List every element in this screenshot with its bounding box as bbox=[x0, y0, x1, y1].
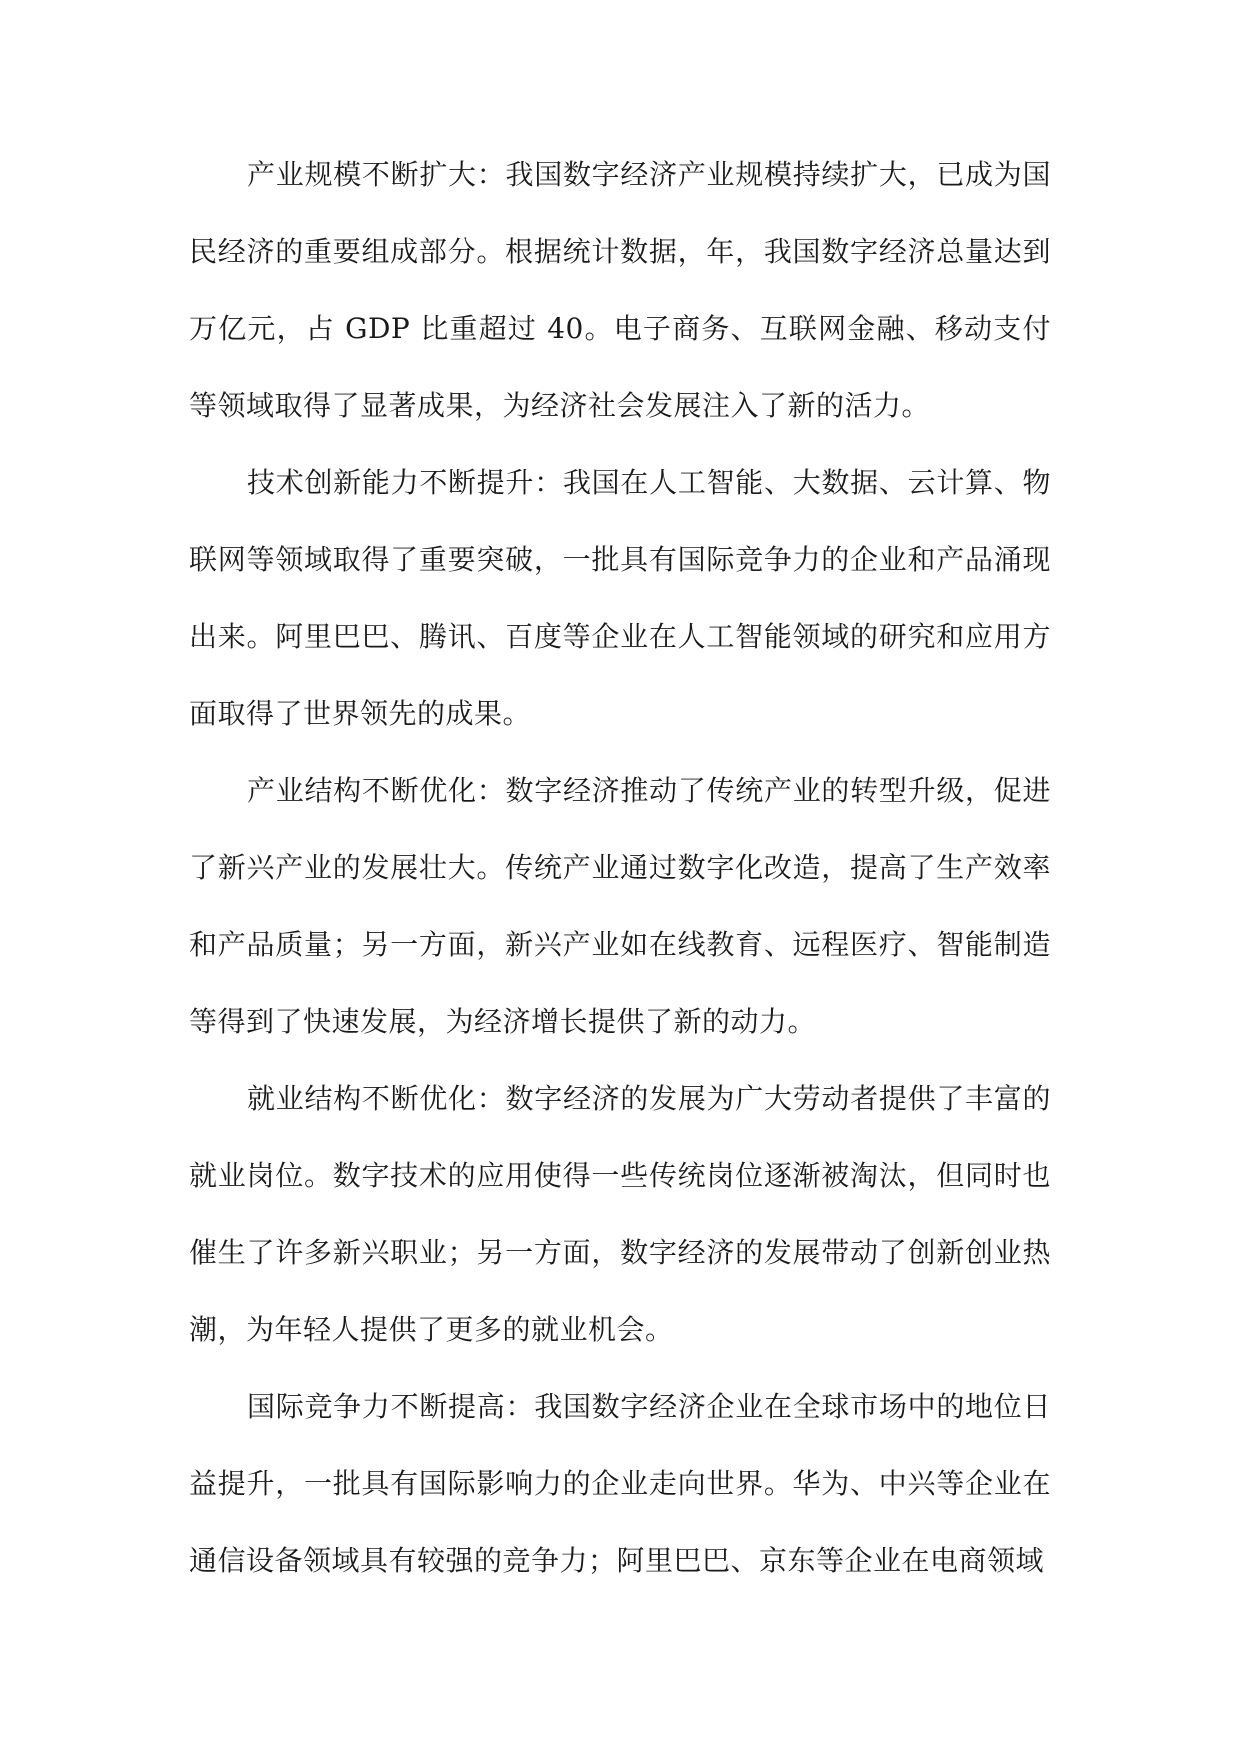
paragraph-industry-structure: 产业结构不断优化：数字经济推动了传统产业的转型升级，促进了新兴产业的发展壮大。传统产业通过数字化改造，提高了生产效率和产品质量；另一方面，新兴产业如在线教育、远程医疗、智能制造等得到了快速发展，为经济增长提供了新的动力。 bbox=[189, 774, 1051, 1038]
paragraph-industry-scale: 产业规模不断扩大：我国数字经济产业规模持续扩大，已成为国民经济的重要组成部分。根据统计数据，年，我国数字经济总量达到万亿元，占 GDP 比重超过 40。电子商务、互联网金融、移动支付等领域取得了显著成果，为经济社会发展注入了新的活力。 bbox=[189, 158, 1051, 422]
paragraph-tech-innovation: 技术创新能力不断提升：我国在人工智能、大数据、云计算、物联网等领域取得了重要突破，一批具有国际竞争力的企业和产品涌现出来。阿里巴巴、腾讯、百度等企业在人工智能领域的研究和应用方面取得了世界领先的成果。 bbox=[189, 466, 1051, 730]
document-body bbox=[189, 136, 1051, 1599]
paragraph-international-competitiveness: 国际竞争力不断提高：我国数字经济企业在全球市场中的地位日益提升，一批具有国际影响力的企业走向世界。华为、中兴等企业在通信设备领域具有较强的竞争力；阿里巴巴、京东等企业在电商领域 bbox=[189, 1390, 1051, 1577]
paragraph-employment-structure: 就业结构不断优化：数字经济的发展为广大劳动者提供了丰富的就业岗位。数字技术的应用使得一些传统岗位逐渐被淘汰，但同时也催生了许多新兴职业；另一方面，数字经济的发展带动了创新创业热潮，为年轻人提供了更多的就业机会。 bbox=[189, 1082, 1051, 1346]
